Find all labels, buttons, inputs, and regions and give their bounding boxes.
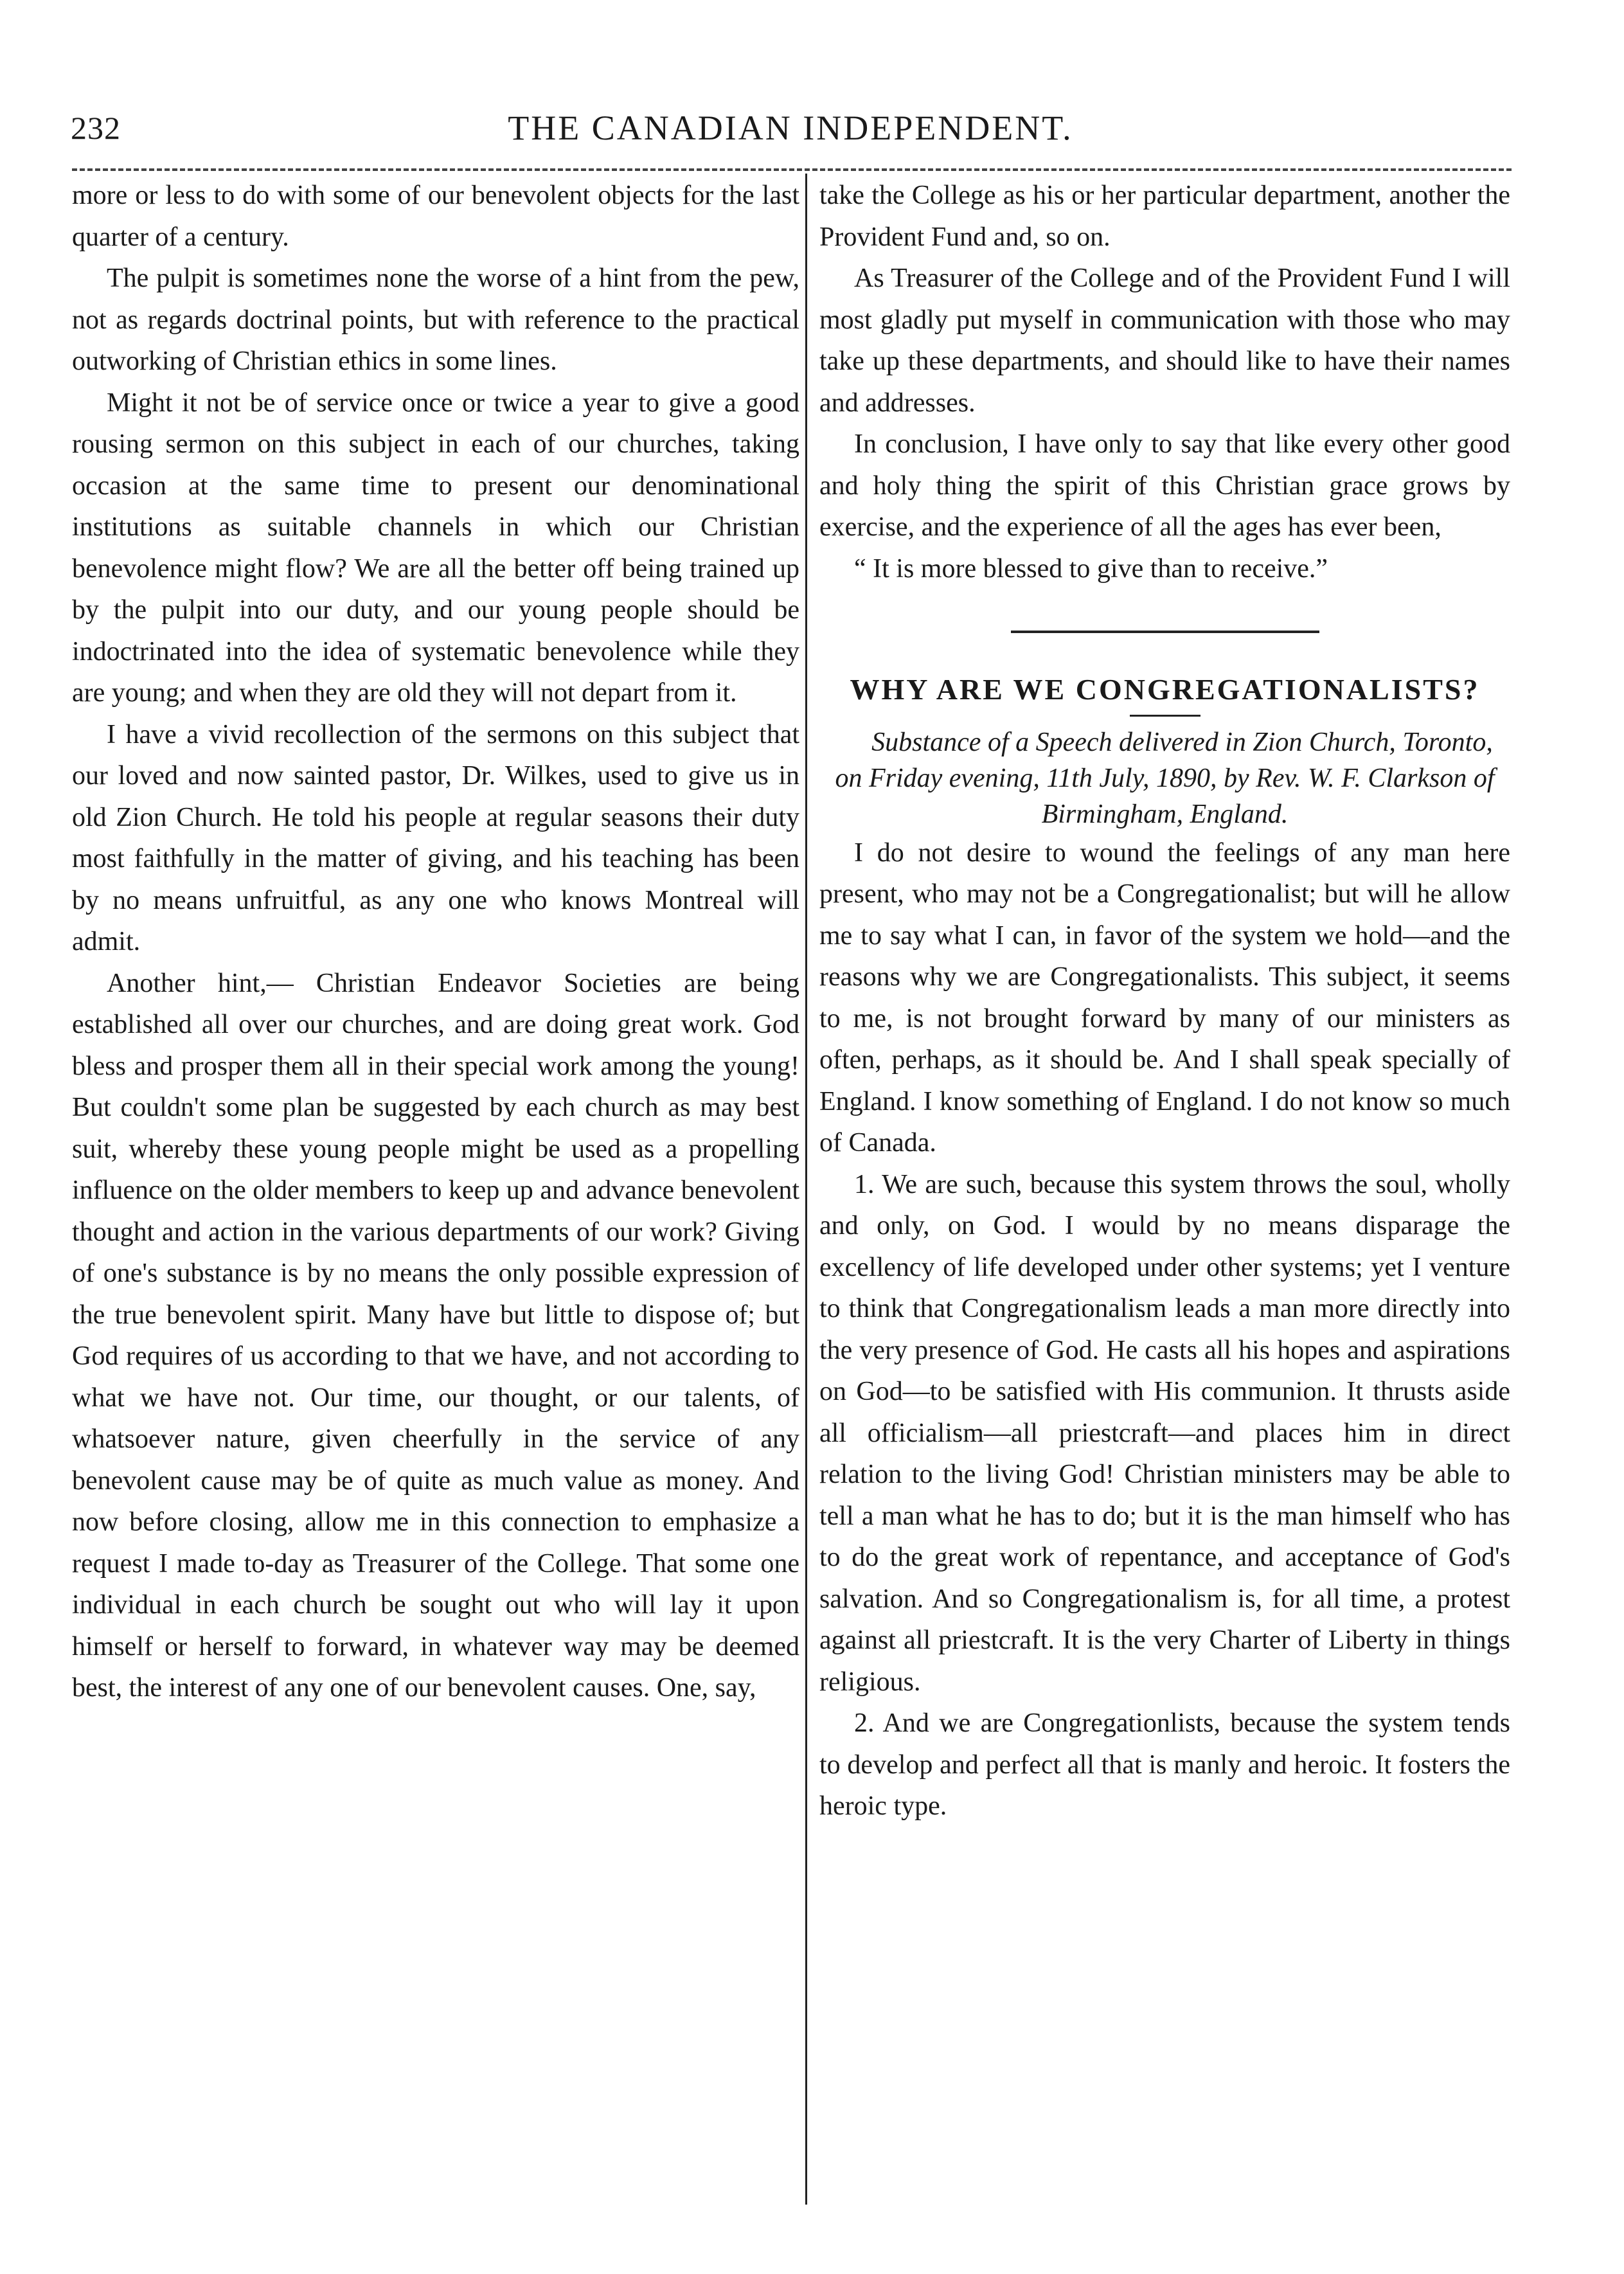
left-column: [72, 175, 799, 1709]
column-divider: [805, 174, 807, 2205]
header-rule: [72, 168, 1512, 171]
page-number: 232: [71, 110, 121, 146]
closing-quote: “ It is more blessed to give than to receive.”: [854, 553, 1328, 584]
section-separator: [1011, 631, 1319, 633]
paragraph: Another hint,— Christian Endeavor Societies are being established all over our churches, and are doing great work. God bless and prosper them all in their special work among the young! But couldn't some plan be suggested by each church as may best suit, whereby these young people might be used as a propelling influence on the older members to keep up and advance benevolent thought and action in the various departments of our work? Giving of one's substance is by no means the only possible expression of the true benevolent spirit. Many have but little to dispose of; but God requires of us according to that we have, and not according to what we have not. Our time, our thought, or our talents, of whatsoever nature, given cheerfully in the service of any benevolent cause may be of quite as much value as money. And now before closing, allow me in this connection to emphasize a request I made to-day as Treasurer of the College. That some one individual in each church be sought out who will lay it upon himself or herself to forward, in whatever way may be deemed best, the interest of any one of our benevolent causes. One, say,: [72, 968, 799, 1703]
journal-title: THE CANADIAN INDEPENDENT.: [508, 109, 1073, 147]
paragraph: The pulpit is sometimes none the worse of a hint from the pew, not as regards doctrinal points, but with reference to the practical outworking of Christian ethics in some lines.: [72, 264, 799, 376]
paragraph: As Treasurer of the College and of the Provident Fund I will most gladly put myself in communication with those who may take up these departments, and should like to have their names and addresses.: [819, 264, 1510, 418]
page-header: [71, 96, 1510, 167]
paragraph: I have a vivid recollection of the sermons on this subject that our loved and now sainted pastor, Dr. Wilkes, used to give us in old Zion Church. He told his people at regular seasons their duty most faithfully in the matter of giving, and his teaching has been by no means unfruitful, as any one who knows Montreal will admit.: [72, 719, 799, 956]
right-column: [819, 175, 1510, 1827]
paragraph: take the College as his or her particular department, another the Provident Fund and, so on.: [819, 181, 1510, 252]
paragraph: 1. We are such, because this system throws the soul, wholly and only, on God. I would by no means disparage the excellency of life developed under other systems; yet I venture to think that Congregationalism leads a man more directly into the very presence of God. He casts all his hopes and aspirations on God—to be satisfied with His communion. It thrusts aside all officialism—all priestcraft—and places him in direct relation to the living God! Christian ministers may be able to tell a man what he has to do; but it is the man himself who has to do the great work of repentance, and acceptance of God's salvation. And so Congregationalism is, for all time, a protest against all priestcraft. It is the very Charter of Liberty in things religious.: [819, 1169, 1510, 1697]
paragraph: I do not desire to wound the feelings of any man here present, who may not be a Congregationalist; but will he allow me to say what I can, in favor of the system we hold—and the reasons why we are Congregationalists. This subject, it seems to me, is not brought forward by many of our ministers as often, perhaps, as it should be. And I shall speak specially of England. I know something of England. I do not know so much of Canada.: [819, 837, 1510, 1158]
paragraph: In conclusion, I have only to say that like every other good and holy thing the spirit of this Christian grace grows by exercise, and the experience of all the ages has ever been,: [819, 429, 1510, 542]
paragraph: Might it not be of service once or twice a year to give a good rousing sermon on this subject in each of our churches, taking occasion at the same time to present our denominational institutions as suitable channels in which our Christian benevolence might flow? We are all the better off being trained up by the pulpit into our duty, and our young people should be indoctrinated into the idea of systematic benevolence while they are young; and when they are old they will not depart from it.: [72, 388, 799, 708]
title-rule: [1130, 715, 1200, 717]
article-title: WHY ARE WE CONGREGATIONALISTS?: [850, 673, 1480, 706]
paragraph: 2. And we are Congregationlists, because the system tends to develop and perfect all that is manly and heroic. It fosters the heroic type.: [819, 1708, 1510, 1821]
paragraph: more or less to do with some of our benevolent objects for the last quarter of a century.: [72, 181, 799, 252]
article-subtitle: Substance of a Speech delivered in Zion Church, Toronto, on Friday evening, 11th July, 1890, by Rev. W. F. Clarkson of Birmingham, England.: [835, 727, 1495, 829]
